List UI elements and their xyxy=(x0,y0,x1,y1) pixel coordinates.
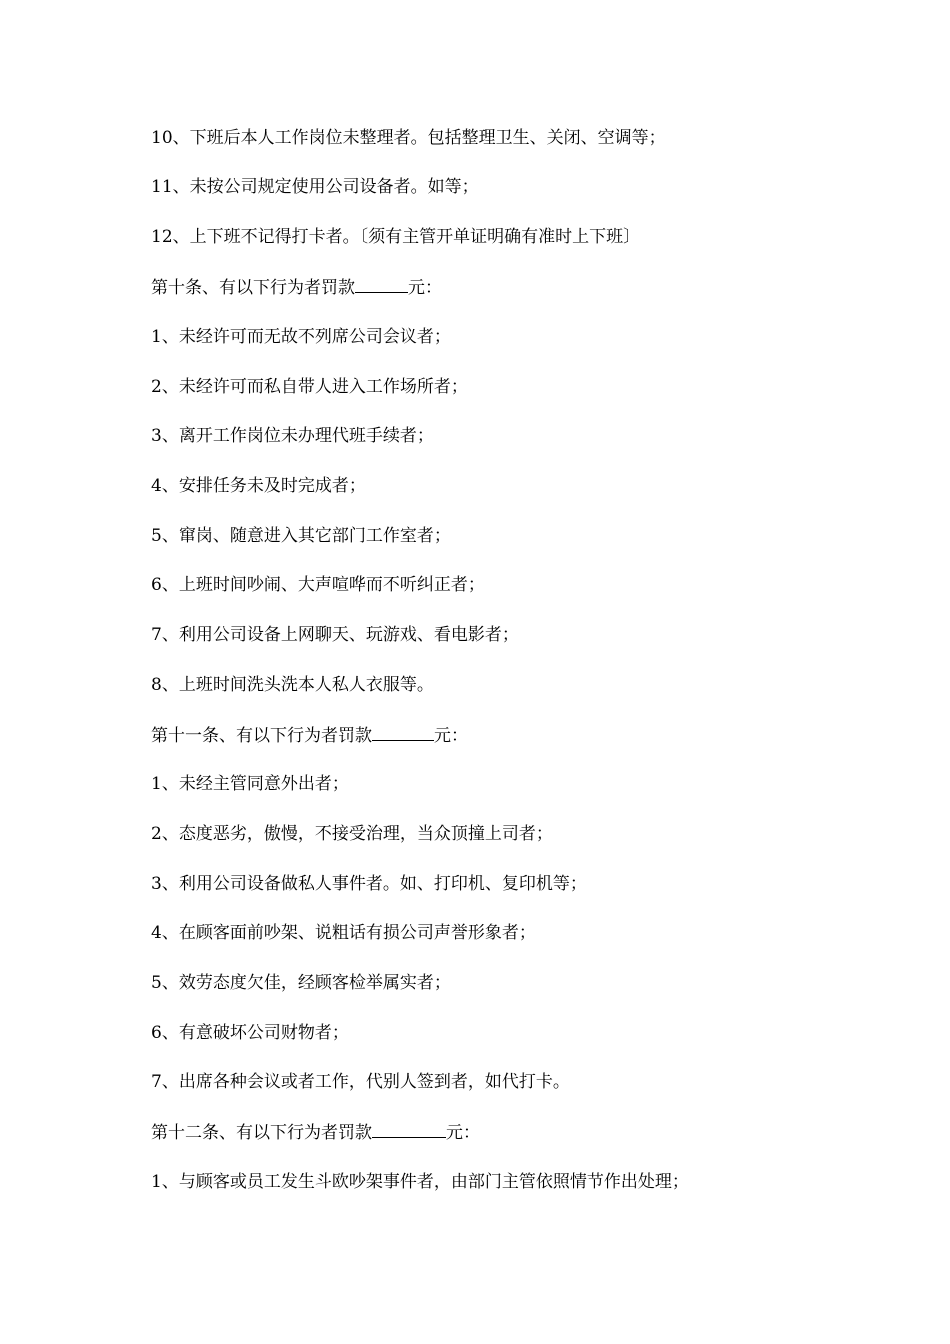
text-line: 2、态度恶劣，傲慢，不接受治理，当众顶撞上司者； xyxy=(151,824,553,844)
text-line: 4、在顾客面前吵架、说粗话有损公司声誉形象者； xyxy=(151,923,536,943)
section-heading xyxy=(151,724,468,747)
text-line: 1、与顾客或员工发生斗欧吵架事件者，由部门主管依照情节作出处理； xyxy=(151,1172,689,1192)
fine-amount-blank xyxy=(372,724,434,741)
text-line: 3、离开工作岗位未办理代班手续者； xyxy=(151,426,434,446)
text-line: 4、安排任务未及时完成者； xyxy=(151,476,366,496)
text-line: 11、未按公司规定使用公司设备者。如等； xyxy=(151,177,479,197)
text-line: 1、未经主管同意外出者； xyxy=(151,774,349,794)
unit-suffix: 元： xyxy=(434,726,468,746)
text-line: 3、利用公司设备做私人事件者。如、打印机、复印机等； xyxy=(151,874,587,894)
section-heading-text: 第十条、有以下行为者罚款 xyxy=(151,278,355,298)
unit-suffix: 元： xyxy=(446,1123,480,1143)
section-heading-text: 第十一条、有以下行为者罚款 xyxy=(151,726,372,746)
section-heading xyxy=(151,276,442,299)
text-line: 6、上班时间吵闹、大声喧哗而不听纠正者； xyxy=(151,575,485,595)
text-line: 5、窜岗、随意进入其它部门工作室者； xyxy=(151,526,451,546)
text-line: 2、未经许可而私自带人进入工作场所者； xyxy=(151,377,468,397)
unit-suffix: 元： xyxy=(408,278,442,298)
text-line: 5、效劳态度欠佳，经顾客检举属实者； xyxy=(151,973,451,993)
text-line: 7、利用公司设备上网聊天、玩游戏、看电影者； xyxy=(151,625,519,645)
text-line: 7、出席各种会议或者工作，代别人签到者，如代打卡。 xyxy=(151,1072,570,1092)
text-line: 8、上班时间洗头洗本人私人衣服等。 xyxy=(151,675,434,695)
text-line: 6、有意破坏公司财物者； xyxy=(151,1023,349,1043)
section-heading-text: 第十二条、有以下行为者罚款 xyxy=(151,1123,372,1143)
text-line: 1、未经许可而无故不列席公司会议者； xyxy=(151,327,451,347)
section-heading xyxy=(151,1121,480,1144)
text-line: 10、下班后本人工作岗位未整理者。包括整理卫生、关闭、空调等； xyxy=(151,128,666,148)
fine-amount-blank xyxy=(355,276,408,293)
fine-amount-blank xyxy=(372,1121,446,1138)
text-line: 12、上下班不记得打卡者。〔须有主管开单证明确有准时上下班〕 xyxy=(151,227,641,247)
